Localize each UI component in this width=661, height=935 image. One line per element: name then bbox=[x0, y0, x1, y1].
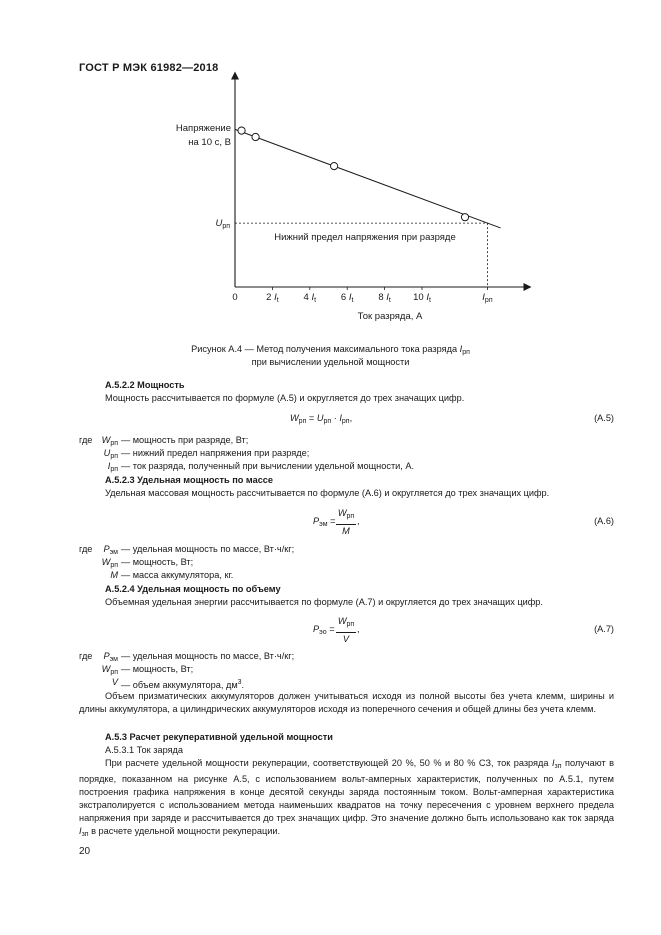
x-tick-label: 10 $I_t$ bbox=[413, 292, 431, 304]
y-marker-label: $U_{рп}$ bbox=[215, 218, 230, 231]
formula-a6-number: (А.6) bbox=[594, 516, 614, 526]
section-a522-title: А.5.2.2 Мощность bbox=[105, 380, 185, 390]
x-tick-label: 2 $I_t$ bbox=[266, 292, 279, 304]
formula-a7-lhs: $P_{эо}$ = bbox=[313, 624, 335, 636]
paragraph-charge-current: При расчете удельной мощности рекуперации, соответствующей 20 %, 50 % и 80 % СЗ, ток разряда $I_{зп}$ получают в порядке, показанном на рисунке А.5, с использованием вольт-амперных характеристик, полученных по А.5.1, путем построения графика напряжения в конце десятой секунды заряда постоянным током. Вольт-амперная характеристика экстраполируется с использованием метода наименьших квадратов на точку пересечения с уровнем верхнего предела напряжения при заряде и рассчитывается до трех значащих цифр. Это значение должно быть использовано как ток заряда $I_{зп}$ в расчете удельной мощности рекуперации. bbox=[79, 758, 614, 838]
where-label: где bbox=[79, 651, 93, 661]
x-end-label: $I_{рп}$ bbox=[482, 292, 493, 304]
figure-caption-text: Рисунок А.4 — Метод получения максимального тока разряда bbox=[191, 344, 460, 354]
legend-text: — масса аккумулятора, кг. bbox=[121, 570, 234, 580]
where-label: где bbox=[79, 544, 93, 554]
voltage-current-chart bbox=[0, 0, 661, 340]
y-axis-label: Напряжение bbox=[175, 123, 231, 134]
legend-symbol: $W_{рп}$ bbox=[101, 435, 118, 447]
legend-text: — нижний предел напряжения при разряде; bbox=[121, 448, 310, 458]
data-point bbox=[252, 133, 259, 140]
section-a524-text: Объемная удельная энергии рассчитывается по формуле (А.7) и округляется до трех значащих цифр. bbox=[105, 597, 543, 607]
threshold-label: Нижний предел напряжения при разряде bbox=[274, 232, 456, 244]
x-tick-label: 0 bbox=[232, 292, 238, 303]
legend-symbol: $W_{рп}$ bbox=[101, 664, 118, 676]
legend-symbol: $P_{эм}$ bbox=[103, 544, 118, 556]
legend-text: — мощность, Вт; bbox=[121, 664, 194, 674]
data-point bbox=[331, 163, 338, 170]
section-a523-title: А.5.2.3 Удельная мощность по массе bbox=[105, 475, 274, 485]
section-a522-text: Мощность рассчитывается по формуле (А.5) и округляется до трех значащих цифр. bbox=[105, 393, 465, 403]
legend-symbol: $U_{рп}$ bbox=[103, 448, 118, 460]
formula-a7-end: , bbox=[357, 624, 360, 634]
legend-symbol: $I_{рп}$ bbox=[107, 461, 118, 473]
figure-caption-line2: при вычислении удельной мощности bbox=[251, 357, 410, 367]
page-number: 20 bbox=[79, 846, 91, 857]
x-tick-label: 6 $I_t$ bbox=[340, 292, 354, 304]
legend-text: — объем аккумулятора, $дм^3$. bbox=[121, 679, 245, 691]
where-label: где bbox=[79, 435, 93, 445]
x-axis-label: Ток разряда, А bbox=[357, 311, 423, 322]
legend-symbol: $W_{рп}$ bbox=[101, 557, 118, 569]
legend-text: — удельная мощность по массе, Вт·ч/кг; bbox=[121, 651, 295, 661]
formula-a6-end: , bbox=[357, 516, 360, 526]
legend-symbol: V bbox=[111, 677, 118, 687]
figure-caption-var: I bbox=[459, 344, 463, 354]
legend-symbol: M bbox=[110, 570, 118, 580]
legend-text: — мощность при разряде, Вт; bbox=[121, 435, 249, 445]
section-a524-title: А.5.2.4 Удельная мощность по объему bbox=[105, 584, 281, 594]
legend-symbol: $P_{эм}$ bbox=[103, 651, 118, 663]
paragraph-volume: Объем призматических аккумуляторов должен учитываться исходя из полной высоты без учета клемм, ширины и длины аккумулятора, а цилиндрических аккумуляторов исходя из поперечного сечения и общей длины без учета клемм. bbox=[79, 691, 614, 714]
section-a53-title: А.5.3 Расчет рекуперативной удельной мощности bbox=[105, 732, 333, 742]
data-point bbox=[238, 127, 245, 134]
formula-a5: $W_{рп} = U_{рп} \cdot I_{рп}$, bbox=[290, 413, 353, 425]
formula-a7-number: (А.7) bbox=[594, 624, 614, 634]
fit-line bbox=[235, 129, 501, 228]
x-tick-label: 8 $I_t$ bbox=[378, 292, 391, 304]
legend-text: — удельная мощность по массе, Вт·ч/кг; bbox=[121, 544, 295, 554]
formula-a6-fraction: $W_{рп}$ M bbox=[337, 508, 355, 536]
data-point bbox=[461, 214, 468, 221]
figure-caption-sub: рп bbox=[462, 349, 470, 356]
formula-a5-number: (А.5) bbox=[594, 413, 614, 423]
section-a523-text: Удельная массовая мощность рассчитывается по формуле (А.6) и округляется до трех значащих цифр. bbox=[105, 488, 550, 498]
legend-text: — ток разряда, полученный при вычислении удельной мощности, А. bbox=[121, 461, 415, 471]
x-tick-label: 4 $I_t$ bbox=[303, 292, 317, 304]
formula-a7-fraction: $W_{рп}$ V bbox=[337, 616, 355, 644]
formula-a6-lhs: $P_{эм}$ = bbox=[313, 516, 336, 528]
section-a531-title: А.5.3.1 Ток заряда bbox=[105, 745, 184, 755]
legend-text: — мощность, Вт; bbox=[121, 557, 194, 567]
document-header: ГОСТ Р МЭК 61982—2018 bbox=[79, 62, 219, 74]
y-axis-label: на 10 с, В bbox=[188, 137, 231, 148]
